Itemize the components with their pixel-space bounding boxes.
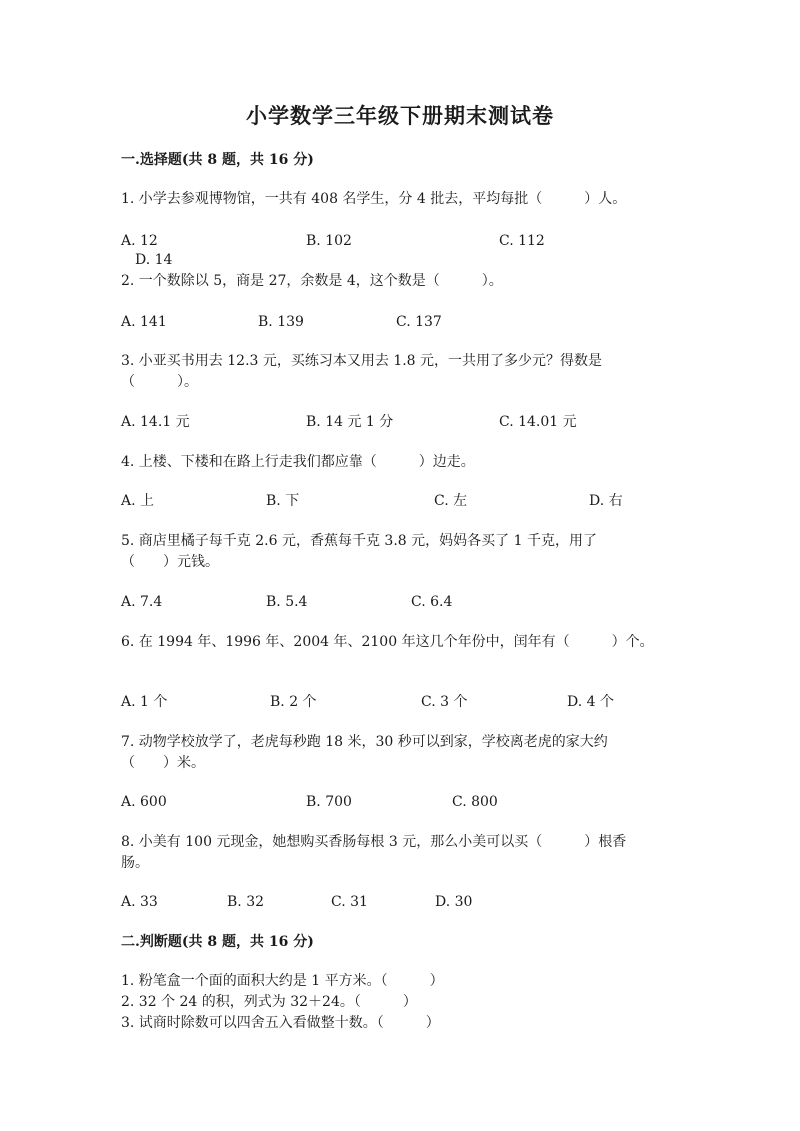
question-7-option-c: C. 800 <box>452 794 498 810</box>
question-4-text: 4. 上楼、下楼和在路上行走我们都应靠（ ）边走。 <box>121 454 475 470</box>
question-4-option-c: C. 左 <box>434 493 468 509</box>
question-6-option-a: A. 1 个 <box>121 694 168 710</box>
question-3-text-line-1: 3. 小亚买书用去 12.3 元，买练习本又用去 1.8 元，一共用了多少元？得数是 <box>121 353 603 369</box>
question-5-text-line-1: 5. 商店里橘子每千克 2.6 元，香蕉每千克 3.8 元，妈妈各买了 1 千克，用了 <box>121 533 597 549</box>
statement-3: 3. 试商时除数可以四舍五入看做整十数。（ ） <box>121 1015 440 1031</box>
question-4-option-b: B. 下 <box>266 493 300 509</box>
question-6-option-b: B. 2 个 <box>270 694 317 710</box>
question-8-option-d: D. 30 <box>435 894 473 910</box>
question-5-option-a: A. 7.4 <box>121 594 163 610</box>
question-8-text-line-1: 8. 小美有 100 元现金，她想购买香肠每根 3 元，那么小美可以买（ ）根香 <box>121 834 627 850</box>
question-7-text-line-1: 7. 动物学校放学了，老虎每秒跑 18 米，30 秒可以到家，学校离老虎的家大约 <box>121 734 608 750</box>
statement-1: 1. 粉笔盒一个面的面积大约是 1 平方米。（ ） <box>121 973 444 989</box>
question-2-option-b: B. 139 <box>258 314 304 330</box>
question-6-text: 6. 在 1994 年、1996 年、2004 年、2100 年这几个年份中，闰年有（ ）个。 <box>121 634 654 650</box>
question-6-option-c: C. 3 个 <box>421 694 468 710</box>
section-heading-choice: 一.选择题(共 8 题，共 16 分) <box>121 152 314 168</box>
question-7-text-line-2: （ ）米。 <box>121 755 205 771</box>
question-2-option-a: A. 141 <box>121 314 167 330</box>
question-1-option-a: A. 12 <box>121 233 158 249</box>
question-5-option-b: B. 5.4 <box>266 594 308 610</box>
question-1-text: 1. 小学去参观博物馆，一共有 408 名学生，分 4 批去，平均每批（ ）人。 <box>121 191 627 207</box>
question-4-option-d: D. 右 <box>589 493 623 509</box>
question-7-option-a: A. 600 <box>121 794 167 810</box>
question-1-option-b: B. 102 <box>306 233 352 249</box>
question-7-option-b: B. 700 <box>306 794 352 810</box>
section-heading-true-false: 二.判断题(共 8 题，共 16 分) <box>121 934 314 950</box>
question-8-text-line-2: 肠。 <box>121 855 149 871</box>
exam-title: 小学数学三年级下册期末测试卷 <box>246 103 554 128</box>
question-4-option-a: A. 上 <box>121 493 155 509</box>
question-3-option-a: A. 14.1 元 <box>121 414 190 430</box>
statement-2: 2. 32 个 24 的积，列式为 32＋24。（ ） <box>121 994 417 1010</box>
question-3-text-line-2: （ ）。 <box>121 374 198 390</box>
question-8-option-a: A. 33 <box>121 894 158 910</box>
question-8-option-b: B. 32 <box>227 894 265 910</box>
question-2-option-c: C. 137 <box>396 314 442 330</box>
question-2-text: 2. 一个数除以 5，商是 27，余数是 4，这个数是（ ）。 <box>121 273 503 289</box>
question-8-option-c: C. 31 <box>331 894 368 910</box>
question-3-option-c: C. 14.01 元 <box>499 414 577 430</box>
question-3-option-b: B. 14 元 1 分 <box>306 414 394 430</box>
question-5-text-line-2: （ ）元钱。 <box>121 554 219 570</box>
question-5-option-c: C. 6.4 <box>411 594 453 610</box>
question-1-option-c: C. 112 <box>499 233 545 249</box>
question-1-option-d: D. 14 <box>135 252 173 268</box>
question-6-option-d: D. 4 个 <box>567 694 614 710</box>
